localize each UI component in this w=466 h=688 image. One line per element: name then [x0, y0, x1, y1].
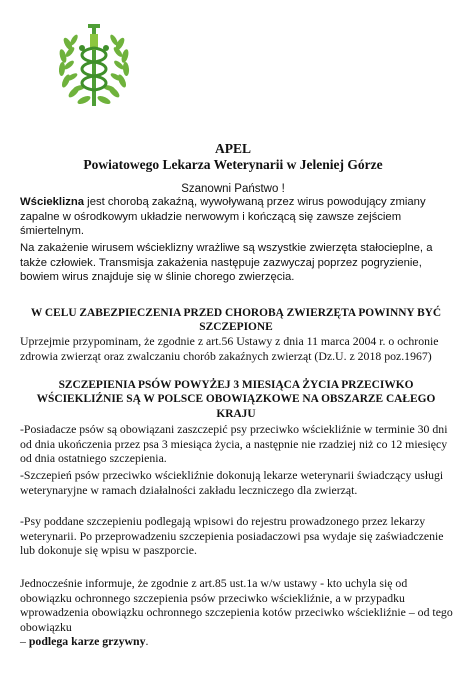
greeting: Szanowni Państwo !	[181, 183, 285, 195]
closing-paragraph	[20, 576, 460, 649]
heading-protection: W CELU ZABEZPIECZENIA PRZED CHOROBĄ ZWIERZĘTA POWINNY BYĆ SZCZEPIONE	[30, 307, 442, 334]
veterinary-caduceus-logo	[48, 14, 140, 114]
paragraph-transmission: Na zakażenie wirusem wścieklizny wrażliwe są wszystkie zwierzęta stałocieplne, a także człowiek. Transmisja zakażenia następuje zazwyczaj poprzez pogryzienie, bowiem wirus znajduje się w ślinie chorego zwierzęcia.	[20, 242, 433, 284]
intro-text: jest chorobą zakaźną, wywoływaną przez wirus powodujący zmiany zapalne w ośrodkowym układzie nerwowym i kończącą się zawsze zejściem śmiertelnym.	[20, 196, 426, 238]
closing-text: Jednocześnie informuje, że zgodnie z art.85 ust.1a w/w ustawy - kto uchyla się od obowiązku ochronnego szczepienia psów przeciwko wściekliźnie, a w przypadku wprowadzenia obowiązku ochronnego szczepienia kotów przeciwko wściekliźnie – od tego obowiązku	[20, 576, 453, 634]
paragraph-legal-basis: Uprzejmie przypominam, że zgodnie z art.56 Ustawy z dnia 11 marca 2004 r. o ochronie zdrowia zwierząt oraz zwalczaniu chorób zakaźnych zwierząt (Dz.U. z 2018 poz.1967)	[20, 334, 439, 363]
bullet-vaccinating-vets: -Szczepień psów przeciwko wściekliźnie dokonują lekarze weterynarii świadczący usługi weterynaryjne w ramach działalności zakładu leczniczego dla zwierząt.	[20, 468, 444, 497]
penalty-statement: podlega karze grzywny	[28, 634, 146, 649]
bullet-registration: -Psy poddane szczepieniu podlegają wpisowi do rejestru prowadzonego przez lekarzy weterynarii. Po przeprowadzeniu szczepienia posiadaczowi psa wydaje się zaświadczenie lub dokonuje się wpisu w paszporcie.	[20, 514, 444, 558]
document-subtitle: Powiatowego Lekarza Weterynarii w Jeleniej Górze	[83, 157, 383, 172]
closing-dash: –	[20, 634, 29, 649]
intro-bold-term: Wścieklizna	[20, 196, 85, 208]
document-title: APEL	[214, 141, 251, 156]
closing-end: .	[145, 634, 149, 649]
intro-paragraph	[20, 195, 460, 239]
bullet-owners-obligation: -Posiadacze psów są obowiązani zaszczepić psy przeciwko wściekliźnie w terminie 30 dni od dnia ukończenia przez psa 3 miesiąca życia, a następnie nie rzadziej niż co 12 miesięcy od dnia ostatniego szczepienia.	[20, 422, 448, 466]
heading-mandatory-vaccination: SZCZEPIENIA PSÓW POWYŻEJ 3 MIESIĄCA ŻYCIA PRZECIWKO WŚCIEKLIŹNIE SĄ W POLSCE OBOWIĄZKOWE NA OBSZARZE CAŁEGO KRAJU	[36, 379, 436, 420]
